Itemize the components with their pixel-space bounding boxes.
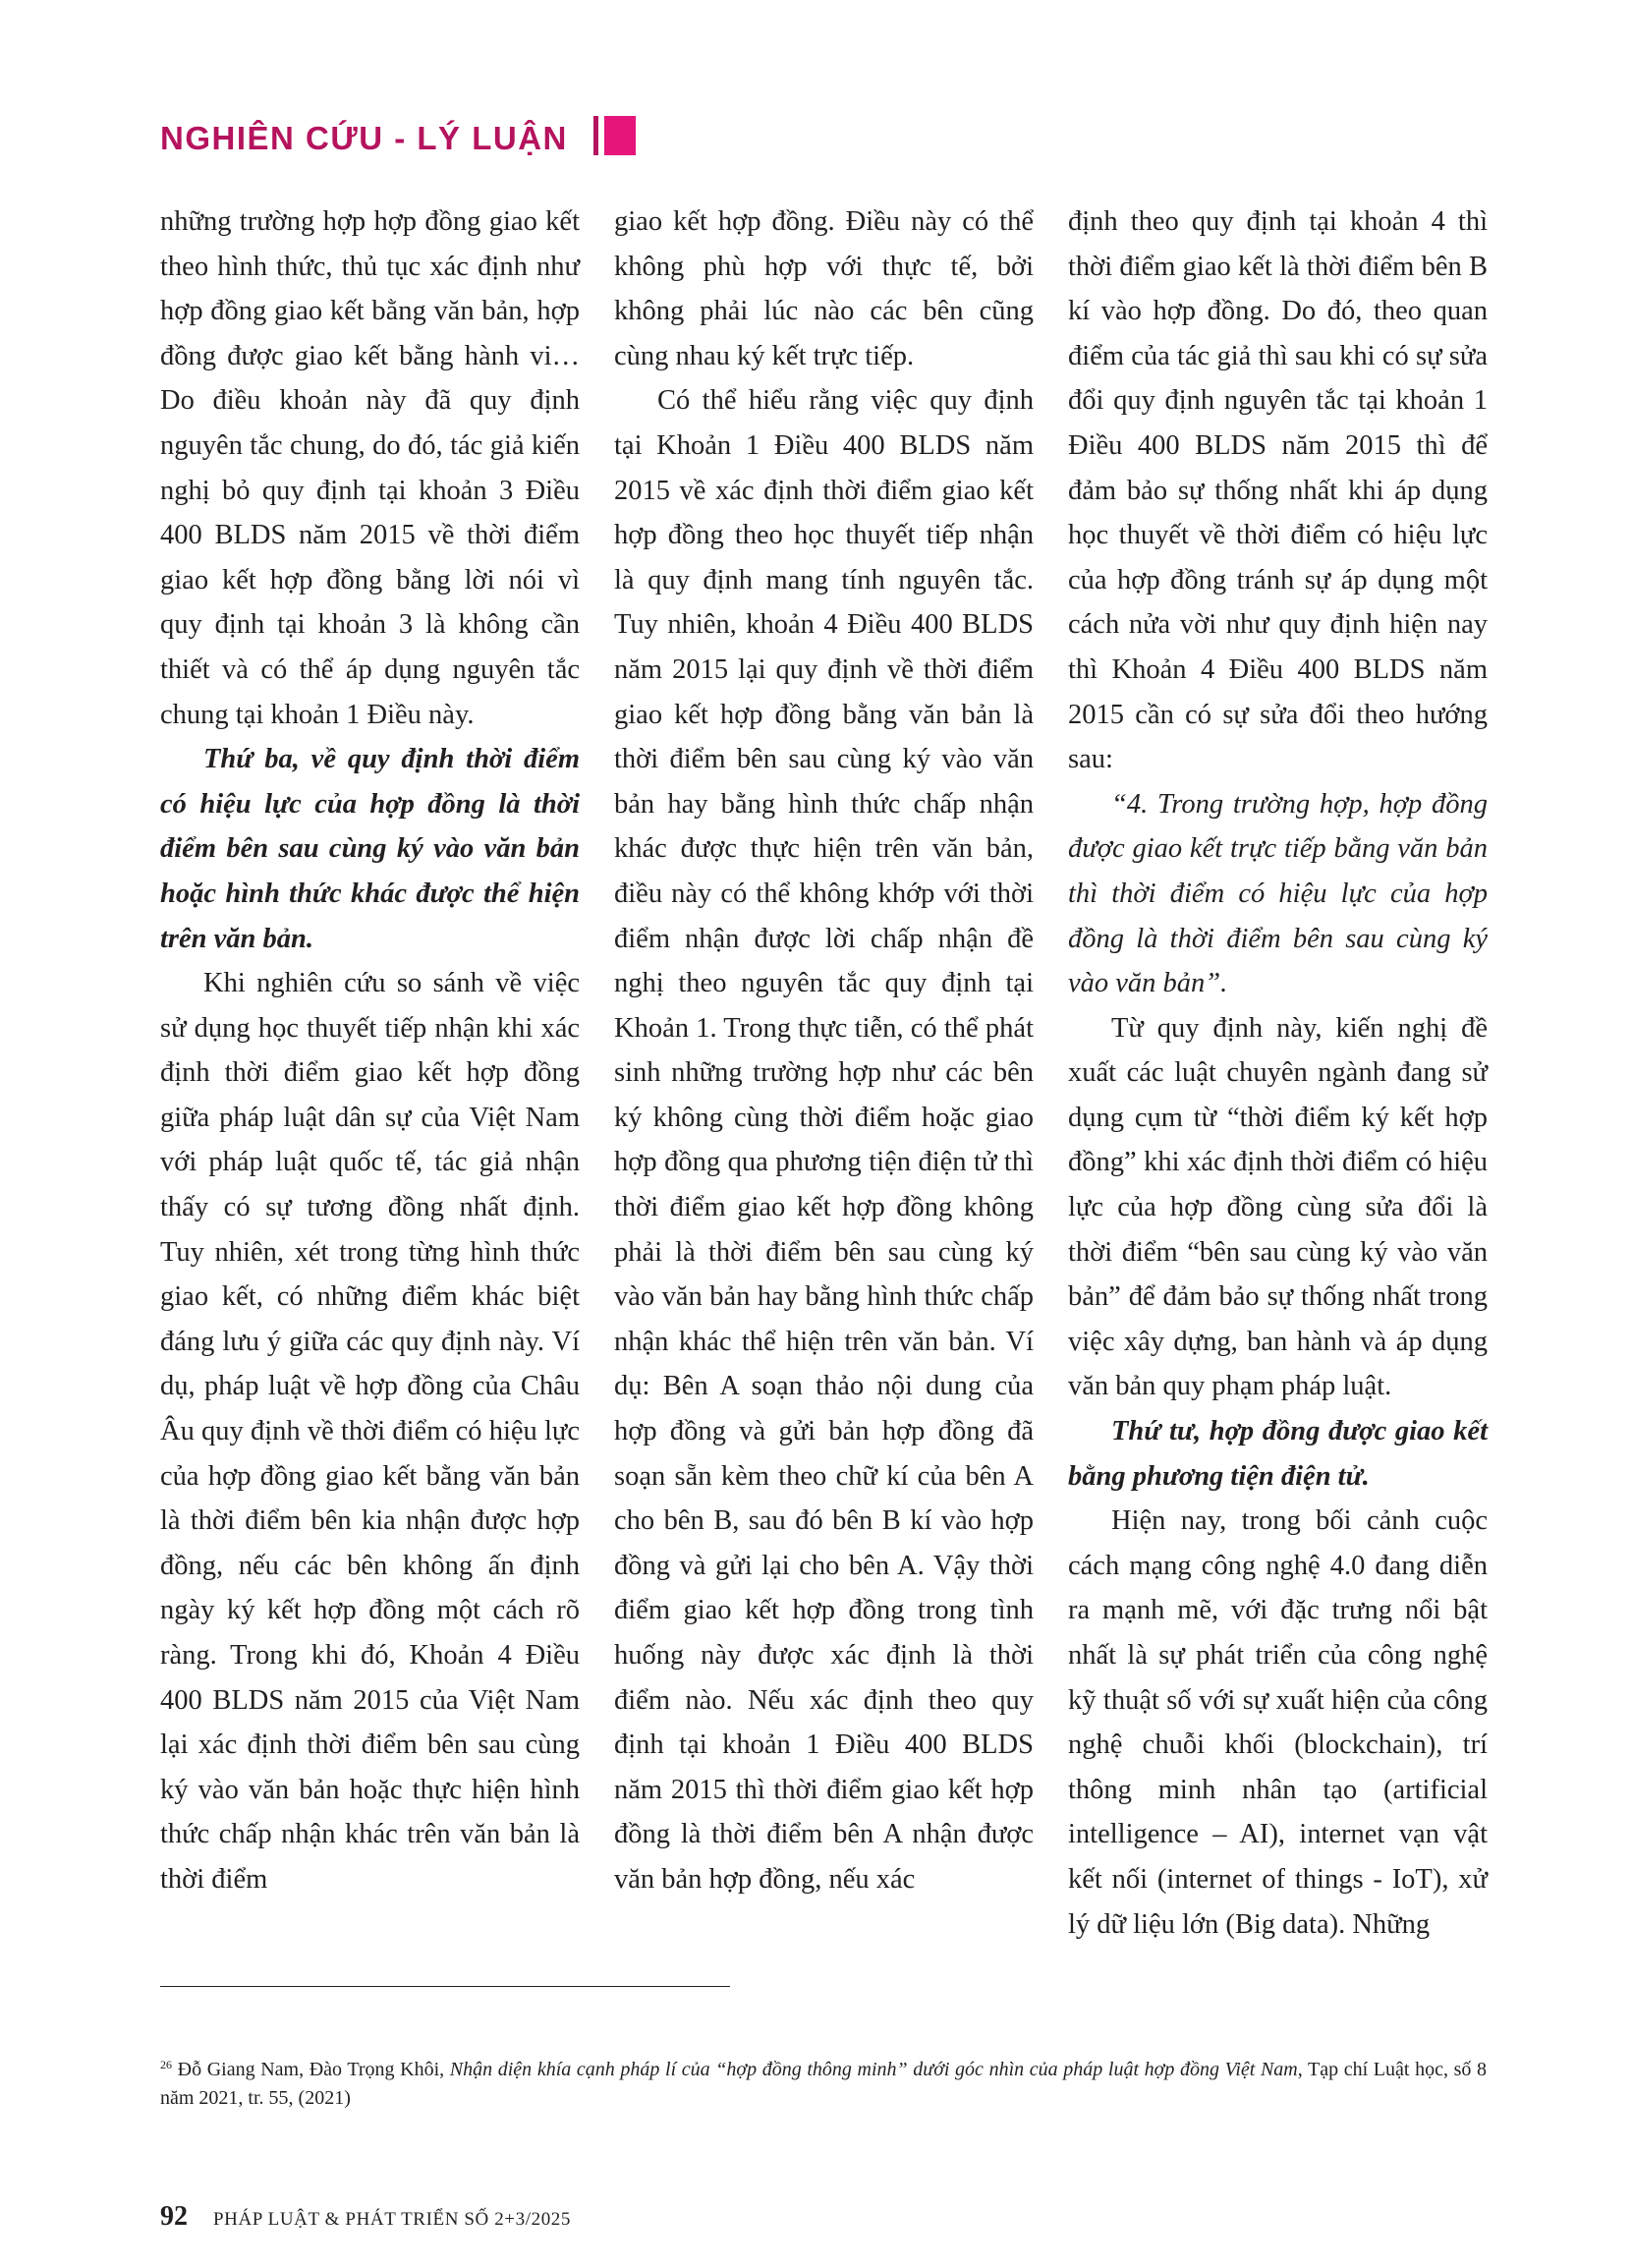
article-column-3	[1068, 199, 1488, 1947]
paragraph: định theo quy định tại khoản 4 thì thời điểm giao kết là thời điểm bên B kí vào hợp đồng. Do đó, theo quan điểm của tác giả thì sau khi có sự sửa đổi quy định nguyên tắc tại khoản 1 Điều 400 BLDS năm 2015 thì để đảm bảo sự thống nhất khi áp dụng học thuyết về thời điểm có hiệu lực của hợp đồng tránh sự áp dụng một cách nửa vời như quy định hiện nay thì Khoản 4 Điều 400 BLDS năm 2015 cần có sự sửa đổi theo hướng sau:	[1068, 206, 1488, 775]
footnote-authors: Đỗ Giang Nam, Đào Trọng Khôi,	[177, 2059, 450, 2080]
section-title: NGHIÊN CỨU - LÝ LUẬN	[160, 120, 568, 156]
quoted-provision: “4. Trong trường hợp, hợp đồng được giao kết trực tiếp bằng văn bản thì thời điểm có hiệu lực của hợp đồng là thời điểm bên sau cùng ký vào văn bản”.	[1068, 788, 1488, 999]
paragraph: Từ quy định này, kiến nghị đề xuất các luật chuyên ngành đang sử dụng cụm từ “thời điểm ký kết hợp đồng” khi xác định thời điểm có hiệu lực của hợp đồng cùng sửa đổi là thời điểm “bên sau cùng ký vào văn bản” để đảm bảo sự thống nhất trong việc xây dựng, ban hành và áp dụng văn bản quy phạm pháp luật.	[1068, 1012, 1488, 1402]
paragraph: Có thể hiểu rằng việc quy định tại Khoản 1 Điều 400 BLDS năm 2015 về xác định thời điểm giao kết hợp đồng theo học thuyết tiếp nhận là quy định mang tính nguyên tắc. Tuy nhiên, khoản 4 Điều 400 BLDS năm 2015 lại quy định về thời điểm giao kết hợp đồng bằng văn bản là thời điểm bên sau cùng ký vào văn bản hay bằng hình thức chấp nhận khác được thực hiện trên văn bản, điều này có thể không khớp với thời điểm nhận được lời chấp nhận đề nghị theo nguyên tắc quy định tại Khoản 1. Trong thực tiễn, có thể phát sinh những trường hợp như các bên ký không cùng thời điểm hoặc giao hợp đồng qua phương tiện điện tử thì thời điểm giao kết hợp đồng không phải là thời điểm bên sau cùng ký vào văn bản hay bằng hình thức chấp nhận khác thể hiện trên văn bản. Ví dụ: Bên A soạn thảo nội dung của hợp đồng và gửi bản hợp đồng đã soạn sẵn kèm theo chữ kí của bên A cho bên B, sau đó bên B kí vào hợp đồng và gửi lại cho bên A. Vậy thời điểm giao kết hợp đồng trong tình huống này được xác định là thời điểm nào. Nếu xác định theo quy định tại khoản 1 Điều 400 BLDS năm 2015 thì thời điểm giao kết hợp đồng là thời điểm bên A nhận được văn bản hợp đồng, nếu xác	[614, 385, 1034, 1895]
paragraph: giao kết hợp đồng. Điều này có thể không phù hợp với thực tế, bởi không phải lúc nào các bên cũng cùng nhau ký kết trực tiếp.	[614, 206, 1034, 371]
page-footer	[160, 2201, 571, 2233]
footnote-source: , Tạp chí Luật học, số 8 năm 2021, tr. 55, (2021)	[160, 2059, 1488, 2109]
footnote-title: Nhận diện khía cạnh pháp lí của “hợp đồng thông minh” dưới góc nhìn của pháp luật hợp đồng Việt Nam	[449, 2059, 1298, 2080]
section-header	[160, 116, 710, 163]
section-heading: Thứ ba, về quy định thời điểm có hiệu lực của hợp đồng là thời điểm bên sau cùng ký vào văn bản hoặc hình thức khác được thể hiện trên văn bản.	[160, 744, 580, 954]
paragraph: Khi nghiên cứu so sánh về việc sử dụng học thuyết tiếp nhận khi xác định thời điểm giao kết hợp đồng giữa pháp luật dân sự của Việt Nam với pháp luật quốc tế, tác giả nhận thấy có sự tương đồng nhất định. Tuy nhiên, xét trong từng hình thức giao kết, có những điểm khác biệt đáng lưu ý giữa các quy định này. Ví dụ, pháp luật về hợp đồng của Châu Âu quy định về thời điểm có hiệu lực của hợp đồng giao kết bằng văn bản là thời điểm bên kia nhận được hợp đồng, nếu các bên không ấn định ngày ký kết hợp đồng một cách rõ ràng. Trong khi đó, Khoản 4 Điều 400 BLDS năm 2015 của Việt Nam lại xác định thời điểm bên sau cùng ký vào văn bản hoặc thực hiện hình thức chấp nhận khác trên văn bản là thời điểm	[160, 968, 580, 1895]
header-accent-bar	[593, 116, 598, 155]
header-accent-square	[604, 116, 636, 155]
footnote-divider	[160, 1986, 730, 1987]
section-heading: Thứ tư, hợp đồng được giao kết bằng phương tiện điện tử.	[1068, 1416, 1488, 1492]
paragraph: những trường hợp hợp đồng giao kết theo hình thức, thủ tục xác định như hợp đồng giao kết bằng văn bản, hợp đồng được giao kết bằng hành vi… Do điều khoản này đã quy định nguyên tắc chung, do đó, tác giả kiến nghị bỏ quy định tại khoản 3 Điều 400 BLDS năm 2015 về thời điểm giao kết hợp đồng bằng lời nói vì quy định tại khoản 3 là không cần thiết và có thể áp dụng nguyên tắc chung tại khoản 1 Điều này.	[160, 206, 580, 730]
paragraph: Hiện nay, trong bối cảnh cuộc cách mạng công nghệ 4.0 đang diễn ra mạnh mẽ, với đặc trưng nổi bật nhất là sự phát triển của công nghệ kỹ thuật số với sự xuất hiện của công nghệ chuỗi khối (blockchain), trí thông minh nhân tạo (artificial intelligence – AI), internet vạn vật kết nối (internet of things - IoT), xử lý dữ liệu lớn (Big data). Những	[1068, 1505, 1488, 1940]
journal-name: PHÁP LUẬT & PHÁT TRIỂN SỐ 2+3/2025	[213, 2209, 572, 2230]
page-number: 92	[160, 2201, 188, 2232]
footnote-number: 26	[160, 2058, 172, 2071]
article-column-2	[614, 199, 1034, 1902]
article-column-1	[160, 199, 580, 1902]
footnote	[160, 2051, 1487, 2113]
